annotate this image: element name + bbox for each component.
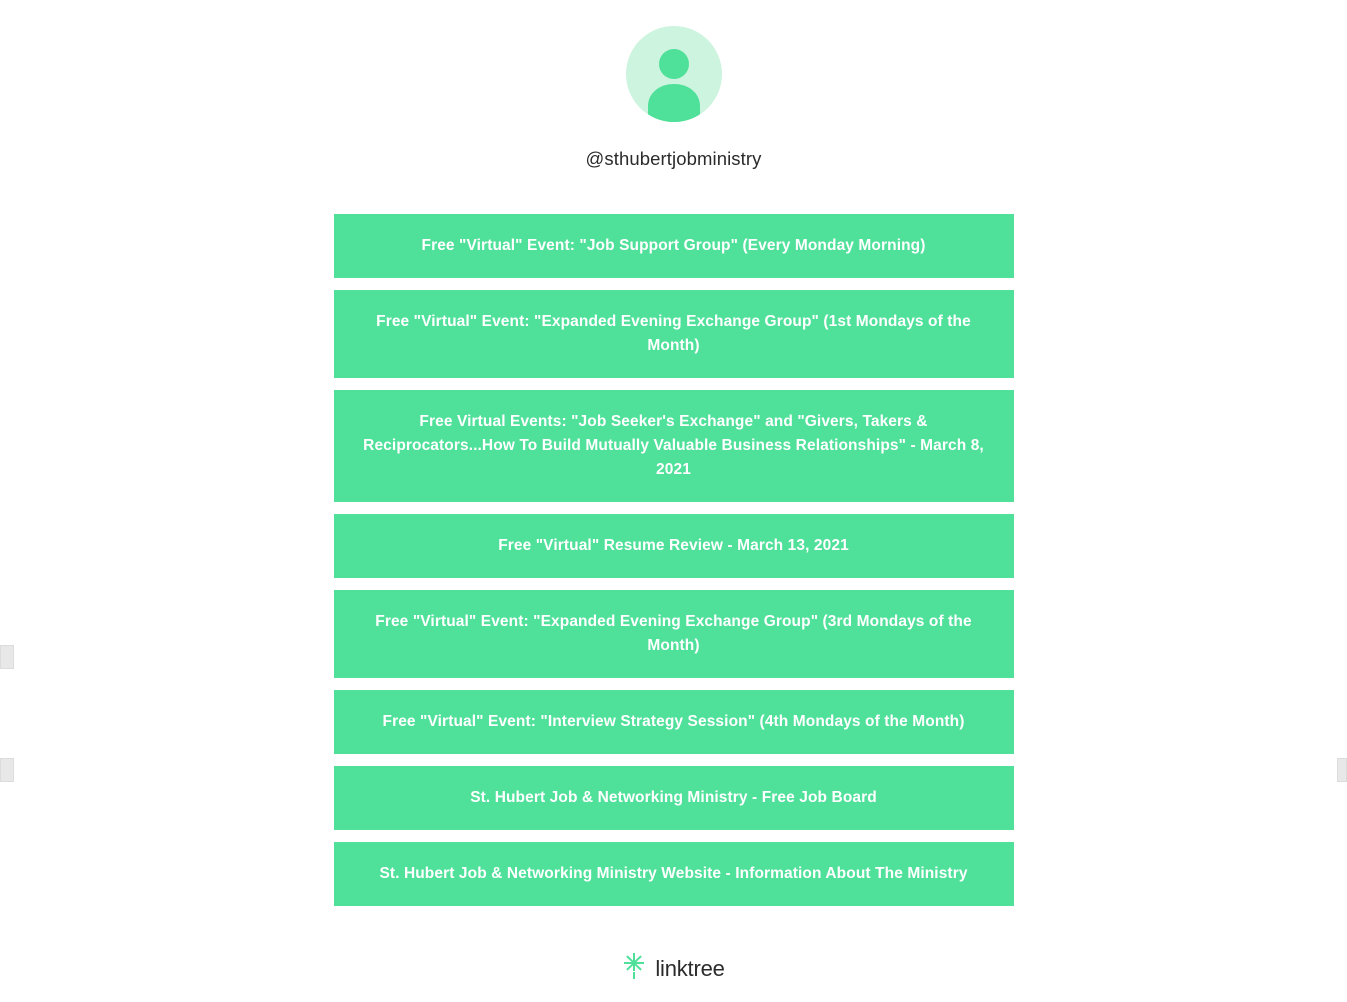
page-edge-artifact-left-bottom xyxy=(0,758,14,782)
profile-header xyxy=(0,0,1347,170)
linktree-footer[interactable] xyxy=(0,953,1347,984)
profile-handle: @sthubertjobministry xyxy=(585,148,762,169)
linktree-wordmark: linktree xyxy=(655,955,725,981)
person-avatar-icon xyxy=(626,26,722,122)
link-button-expanded-evening-exchange-1st-mondays[interactable]: Free "Virtual" Event: "Expanded Evening Exchange Group" (1st Mondays of the Month) xyxy=(334,290,1014,378)
avatar xyxy=(626,26,722,122)
link-button-interview-strategy-session[interactable]: Free "Virtual" Event: "Interview Strategy Session" (4th Mondays of the Month) xyxy=(334,690,1014,754)
link-button-free-job-board[interactable]: St. Hubert Job & Networking Ministry - Free Job Board xyxy=(334,766,1014,830)
linktree-logo-icon xyxy=(622,953,646,984)
link-button-job-seekers-exchange-march-8[interactable]: Free Virtual Events: "Job Seeker's Exchange" and "Givers, Takers & Reciprocators...How To Build Mutually Valuable Business Relationships" - March 8, 2021 xyxy=(334,390,1014,502)
page-edge-artifact-right xyxy=(1337,758,1347,782)
link-button-job-support-group[interactable]: Free "Virtual" Event: "Job Support Group" (Every Monday Morning) xyxy=(334,214,1014,278)
link-button-ministry-website[interactable]: St. Hubert Job & Networking Ministry Website - Information About The Ministry xyxy=(334,842,1014,906)
link-button-expanded-evening-exchange-3rd-mondays[interactable]: Free "Virtual" Event: "Expanded Evening Exchange Group" (3rd Mondays of the Month) xyxy=(334,590,1014,678)
page-edge-artifact-left-top xyxy=(0,645,14,669)
links-list xyxy=(334,170,1014,906)
link-button-resume-review-march-13[interactable]: Free "Virtual" Resume Review - March 13, 2021 xyxy=(334,514,1014,578)
